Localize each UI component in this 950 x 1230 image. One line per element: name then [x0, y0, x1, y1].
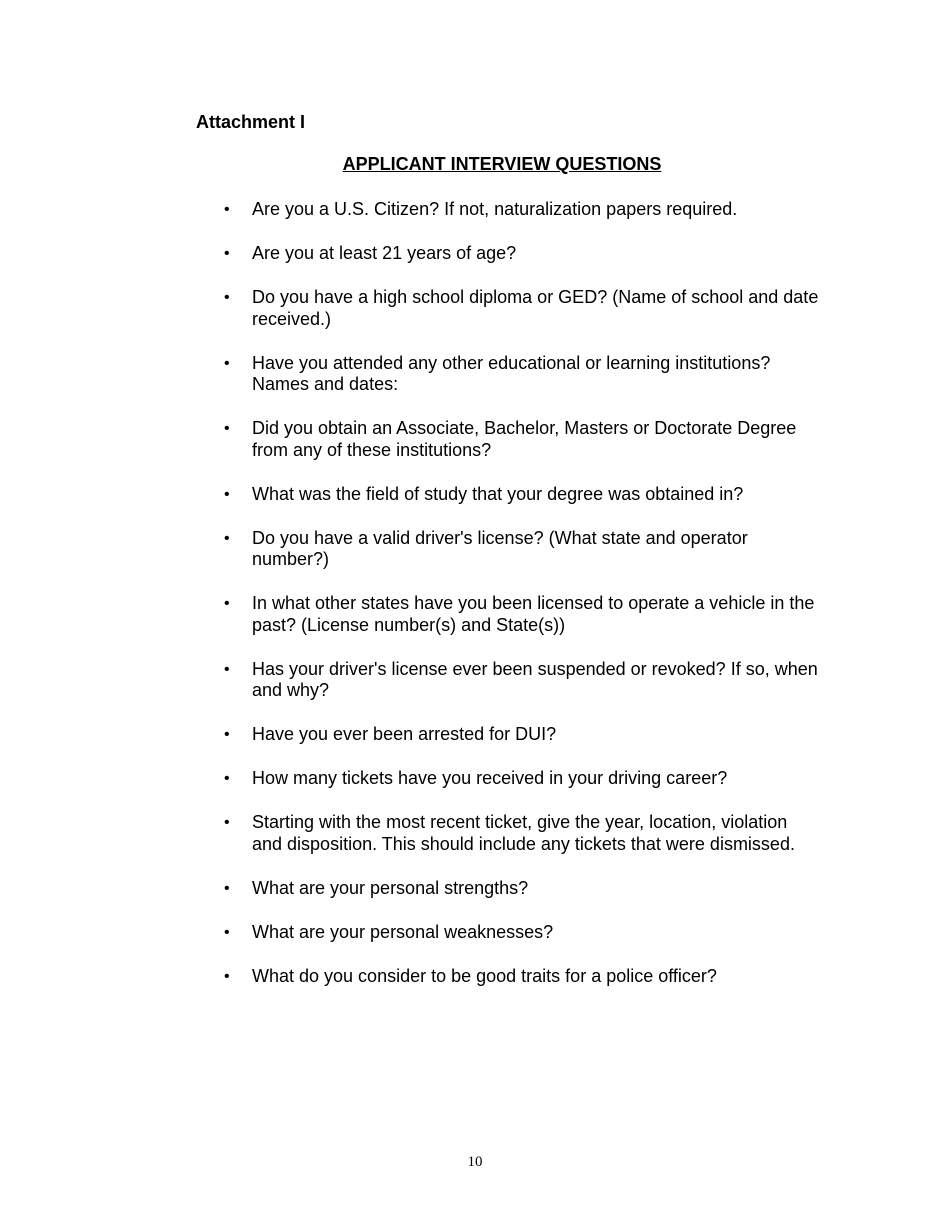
bullet-icon: • — [224, 726, 230, 743]
list-item — [220, 812, 820, 855]
bullet-icon: • — [224, 201, 230, 218]
list-item — [220, 659, 820, 702]
bullet-icon: • — [224, 814, 230, 831]
bullet-icon: • — [224, 485, 230, 503]
bullet-icon: • — [224, 923, 230, 941]
question-text: Do you have a high school diploma or GED? (Name of school and date received.) — [252, 287, 819, 329]
bullet-icon: • — [224, 967, 230, 985]
question-text: What do you consider to be good traits for a police officer? — [252, 965, 717, 986]
list-item — [220, 878, 820, 900]
list-item — [220, 593, 820, 636]
question-text: How many tickets have you received in your driving career? — [252, 768, 728, 788]
list-item — [220, 528, 820, 571]
question-list — [220, 199, 820, 1010]
list-item — [220, 484, 820, 506]
list-item — [220, 287, 820, 330]
question-text: Are you a U.S. Citizen? If not, naturalization papers required. — [252, 199, 738, 219]
bullet-icon: • — [224, 595, 230, 612]
attachment-label: Attachment I — [196, 112, 306, 132]
list-item — [220, 768, 820, 790]
question-text: What are your personal strengths? — [252, 877, 529, 898]
bullet-icon: • — [224, 879, 230, 897]
question-text: Do you have a valid driver's license? (What state and operator number?) — [252, 527, 748, 569]
question-text: Have you ever been arrested for DUI? — [252, 724, 557, 744]
question-text: Have you attended any other educational or learning institutions? Names and dates: — [252, 352, 771, 394]
bullet-icon: • — [224, 770, 230, 787]
list-item — [220, 724, 820, 746]
bullet-icon: • — [224, 289, 230, 306]
question-text: What are your personal weaknesses? — [252, 921, 554, 942]
bullet-icon: • — [224, 245, 230, 262]
question-text: Has your driver's license ever been suspended or revoked? If so, when and why? — [252, 658, 818, 700]
question-text: What was the field of study that your degree was obtained in? — [252, 483, 744, 504]
question-text: Are you at least 21 years of age? — [252, 243, 517, 263]
list-item — [220, 199, 820, 221]
bullet-icon: • — [224, 660, 230, 678]
bullet-icon: • — [224, 529, 230, 547]
page-title: APPLICANT INTERVIEW QUESTIONS — [342, 154, 662, 174]
list-item — [220, 418, 820, 461]
page-number: 10 — [467, 1154, 483, 1170]
question-text: Starting with the most recent ticket, give the year, location, violation and disposition. This should include any tickets that were dismissed. — [252, 812, 795, 854]
list-item — [220, 353, 820, 396]
question-text: In what other states have you been licensed to operate a vehicle in the past? (License number(s) and State(s)) — [252, 593, 815, 635]
bullet-icon: • — [224, 354, 230, 372]
list-item — [220, 922, 820, 944]
bullet-icon: • — [224, 420, 230, 437]
list-item — [220, 966, 820, 988]
list-item — [220, 243, 820, 265]
question-text: Did you obtain an Associate, Bachelor, Masters or Doctorate Degree from any of these institutions? — [252, 418, 797, 460]
